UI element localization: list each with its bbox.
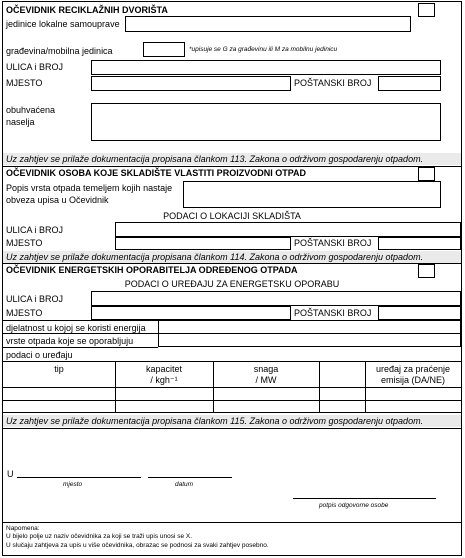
- label-ulica-1: ULICA i BROJ: [6, 62, 64, 72]
- table-cell-tip-1[interactable]: [3, 388, 115, 400]
- label-u: U: [7, 469, 14, 479]
- mjesto-signature-line[interactable]: [17, 477, 141, 478]
- label-popis-2: obveza upisa u Očevidnik: [6, 195, 109, 205]
- datum-signature-line[interactable]: [148, 477, 232, 478]
- postanski-input-3[interactable]: [378, 306, 461, 320]
- checkbox-skladiste[interactable]: [418, 167, 435, 181]
- label-postanski-1: POŠTANSKI BROJ: [294, 78, 372, 88]
- note-section-2: Uz zahtjev se prilaže dokumentacija propisana člankom 114. Zakona o održivom gospodarenju otpadom.: [6, 252, 424, 262]
- col-header-emisija: emisija (DA/NE): [380, 375, 445, 385]
- form-frame: [2, 1, 462, 556]
- mjesto-input-3[interactable]: [91, 306, 291, 320]
- label-obuhvacena: obuhvaćena: [6, 105, 56, 115]
- ulica-input-1[interactable]: [91, 60, 441, 75]
- mjesto-input-1[interactable]: [91, 76, 291, 91]
- note-section-1: Uz zahtjev se prilaže dokumentacija propisana člankom 113. Zakona o održivom gospodarenju otpadom.: [6, 154, 424, 164]
- checkbox-reciklazna-dvorista[interactable]: [418, 3, 435, 17]
- naselja-input[interactable]: [91, 103, 441, 141]
- label-naselja: naselja: [6, 117, 35, 127]
- label-mjesto-1: MJESTO: [6, 78, 43, 88]
- col-header-snaga: snaga: [253, 364, 279, 374]
- label-mjesto-2: MJESTO: [6, 238, 43, 248]
- label-postanski-2: POŠTANSKI BROJ: [294, 238, 372, 248]
- label-potpis: potpis odgovorne osobe: [319, 502, 389, 509]
- upisuje-hint: *upisuje se G za građevinu ili M za mobilnu jedinicu: [189, 46, 338, 53]
- label-djelatnost: djelatnost u kojoj se koristi energija: [6, 323, 146, 333]
- note-section-3: Uz zahtjev se prilaže dokumentacija propisana člankom 115. Zakona o održivom gospodarenju otpadom.: [6, 416, 424, 426]
- napomena-title: Napomena:: [6, 525, 40, 532]
- djelatnost-input[interactable]: [158, 320, 461, 334]
- label-postanski-3: POŠTANSKI BROJ: [294, 308, 372, 318]
- postanski-input-2[interactable]: [378, 237, 461, 250]
- label-ulica-3: ULICA i BROJ: [6, 294, 64, 304]
- popis-vrsta-input[interactable]: [183, 181, 441, 208]
- label-vrste: vrste otpada koje se oporabljuju: [6, 336, 134, 346]
- table-cell-kapacitet-1[interactable]: [116, 388, 213, 400]
- mjesto-input-2[interactable]: [115, 237, 291, 250]
- col-header-kapacitet: kapacitet: [145, 364, 183, 374]
- postanski-input-1[interactable]: [378, 76, 441, 91]
- label-mjesto-sign: mjesto: [63, 481, 83, 488]
- label-jedinice: jedinice lokalne samouprave: [6, 19, 120, 29]
- section-title-energetski: OČEVIDNIK ENERGETSKIH OPORABITELJA ODREĐENOG OTPADA: [6, 265, 298, 275]
- ulica-input-3[interactable]: [91, 291, 461, 306]
- checkbox-energetski[interactable]: [418, 264, 435, 278]
- vrste-input[interactable]: [158, 333, 461, 347]
- label-ulica-2: ULICA i BROJ: [6, 225, 64, 235]
- col-header-uredaj-pracenje: uređaj za praćenje: [375, 364, 451, 374]
- label-popis-1: Popis vrsta otpada temeljem kojih nastaje: [6, 183, 173, 193]
- ulica-input-2[interactable]: [115, 222, 461, 237]
- col-header-snaga-unit: / MW: [255, 375, 277, 385]
- label-datum-sign: datum: [175, 481, 194, 488]
- label-mjesto-3: MJESTO: [6, 308, 43, 318]
- subtitle-lokacija: PODACI O LOKACIJI SKLADIŠTA: [163, 211, 301, 221]
- napomena-line-1: U bijelo polje uz naziv očevidnika za koji se traži upis unosi se X.: [6, 533, 193, 540]
- potpis-signature-line[interactable]: [293, 498, 436, 499]
- label-gradevina: građevina/mobilna jedinica: [6, 46, 113, 56]
- table-cell-emisija-1[interactable]: [366, 388, 461, 400]
- subtitle-uredaj: PODACI O UREĐAJU ZA ENERGETSKU OPORABU: [124, 279, 340, 289]
- napomena-line-2: U slučaju zahtjeva za upis u više očevidnika, obrazac se podnosi za svaki zahtjev posebno.: [6, 542, 269, 549]
- gradevina-input[interactable]: [143, 42, 185, 57]
- col-header-tip: tip: [54, 364, 64, 374]
- col-header-kapacitet-unit: / kgh⁻¹: [150, 375, 178, 385]
- section-title-reciklazna-dvorista: OČEVIDNIK RECIKLAŽNIH DVORIŠTA: [6, 5, 168, 15]
- section-title-skladiste: OČEVIDNIK OSOBA KOJE SKLADIŠTE VLASTITI PROIZVODNI OTPAD: [6, 168, 307, 178]
- jedinice-input[interactable]: [125, 16, 411, 32]
- label-podaci-o-uredaju: podaci o uređaju: [6, 350, 73, 360]
- table-cell-snaga-1[interactable]: [214, 388, 319, 400]
